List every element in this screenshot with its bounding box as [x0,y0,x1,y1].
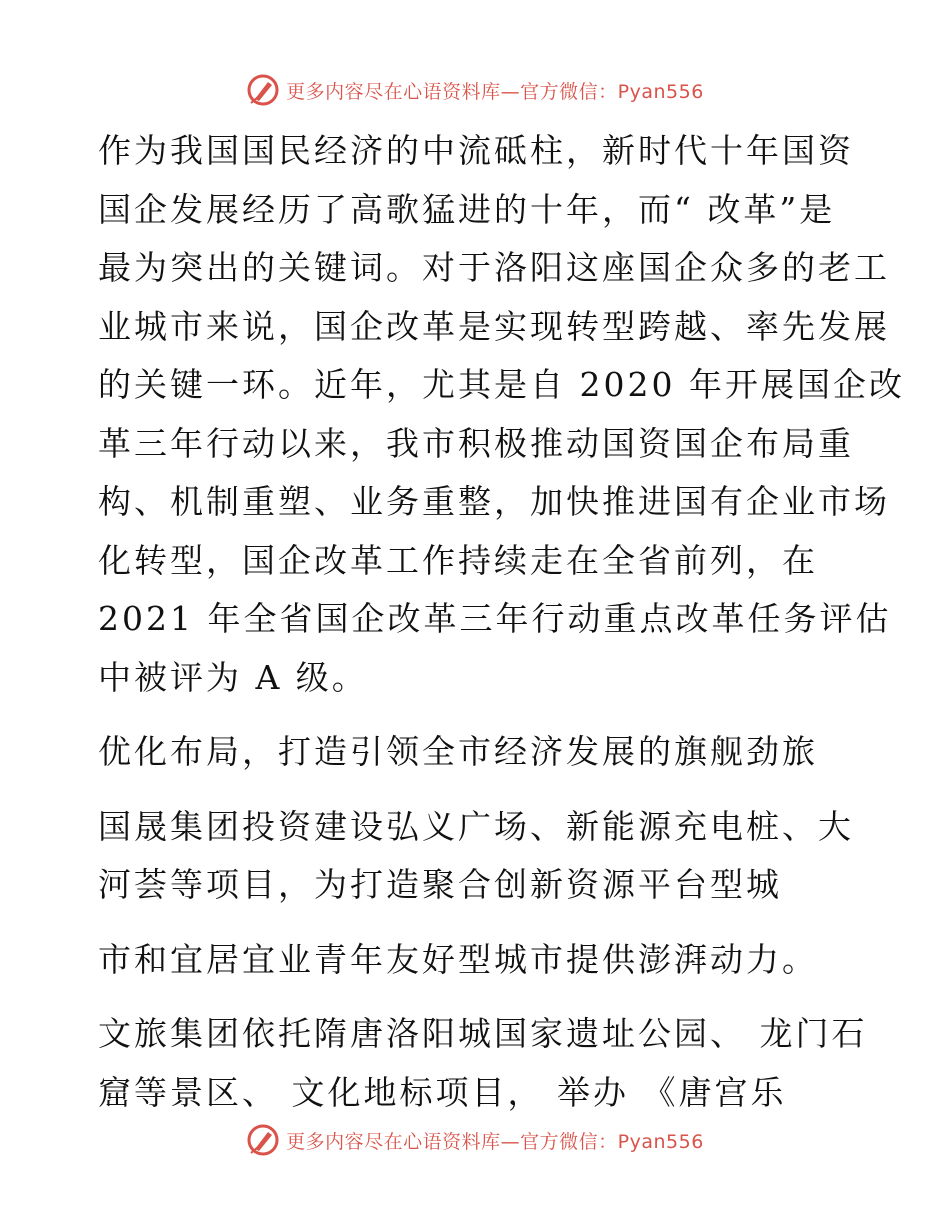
text-line: 国企发展经历了高歌猛进的十年，而“ 改革”是 [98,189,836,229]
paragraph-guosheng [98,798,858,915]
text-line: 国晟集团投资建设弘义广场、新能源充电桩、大 [98,806,854,846]
paragraph-intro [98,122,905,707]
text-line: 市和宜居宜业青年友好型城市提供澎湃动力。 [98,939,818,979]
text-line: 的关键一环。近年，尤其是自 2020 年开展国企改 [98,365,905,404]
text-line: 化转型，国企改革工作持续走在全省前列，在 [98,540,818,580]
text-line: 中被评为 A 级。 [98,657,368,697]
watermark-text: 更多内容尽在心语资料库—官方微信：Pyan556 [286,80,704,103]
paragraph-wenlv [98,1005,868,1122]
text-line: 业城市来说，国企改革是实现转型跨越、率先发展 [98,306,890,346]
text-line: 文旅集团依托隋唐洛阳城国家遗址公园、 龙门石 [98,1014,868,1053]
text-line: 构、机制重塑、业务重整，加快推进国有企业市场 [98,482,890,521]
quill-logo-icon [246,73,280,107]
footer-watermark [0,1120,950,1160]
heading-text: 优化布局，打造引领全市经济发展的旗舰劲旅 [98,732,818,771]
document-body [98,122,905,1122]
text-line: 2021 年全省国企改革三年行动重点改革任务评估 [98,599,892,638]
text-line: 革三年行动以来，我市积极推动国资国企布局重 [98,423,854,463]
text-line: 最为突出的关键词。对于洛阳这座国企众多的老工 [98,248,890,287]
quill-logo-icon [246,1123,280,1157]
text-line: 窟等景区、 文化地标项目， 举办 《唐宫乐 [98,1072,787,1112]
watermark-text: 更多内容尽在心语资料库—官方微信：Pyan556 [286,1130,704,1153]
paragraph-city [98,931,858,990]
text-line: 作为我国国民经济的中流砥柱，新时代十年国资 [98,131,854,170]
header-watermark [0,70,950,110]
section-heading [98,723,858,782]
text-line: 河荟等项目，为打造聚合创新资源平台型城 [98,865,782,904]
